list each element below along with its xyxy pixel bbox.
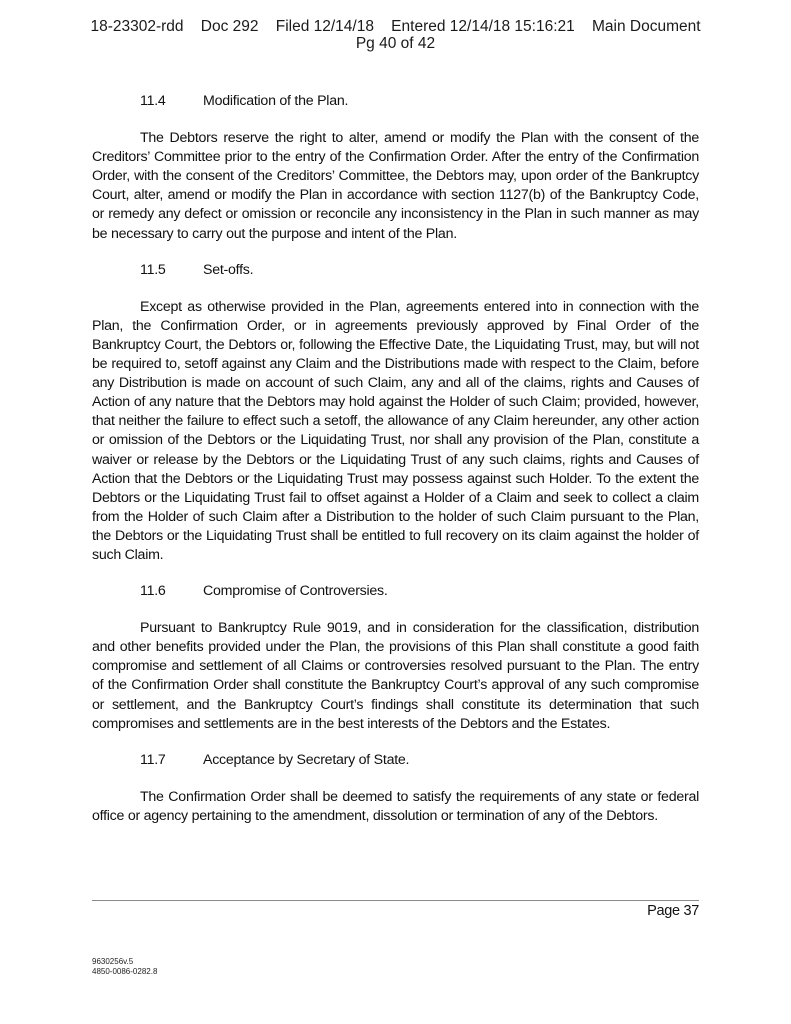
document-identifiers — [92, 957, 157, 977]
doc-id-primary: 9630256v.5 — [92, 957, 134, 966]
page-number: Page 37 — [647, 903, 699, 919]
section-heading-11-5 — [92, 261, 699, 280]
section-paragraph-11-7: The Confirmation Order shall be deemed to satisfy the requirements of any state or federal office or agency pertaining to the amendment, dissolution or termination of any of the Debtors. — [92, 788, 699, 824]
section-title: Acceptance by Secretary of State. — [203, 751, 410, 768]
case-filing-line: 18-23302-rdd Doc 292 Filed 12/14/18 Entered 12/14/18 15:16:21 Main Document — [90, 18, 701, 35]
filing-header — [0, 18, 791, 52]
section-title: Set-offs. — [203, 261, 254, 278]
footer-divider — [92, 900, 699, 901]
section-number: 11.4 — [140, 93, 166, 109]
section-heading-11-4 — [92, 92, 699, 111]
section-paragraph-11-5: Except as otherwise provided in the Plan, agreements entered into in connection with the Plan, the Confirmation Order, or in agreements previously approved by Final Order of the Bankruptcy Court, the Debtors or, following the Effective Date, the Liquidating Trust, may, but will not be required to, setoff against any Claim and the Distributions made with respect to the Claim, before any Distribution is made on account of such Claim, any and all of the claims, rights and Causes of Action of any nature that the Debtors may hold against the Holder of such Claim; provided, however, that neither the failure to effect such a setoff, the allowance of any Claim hereunder, any other action or omission of the Debtors or the Liquidating Trust, nor shall any provision of the Plan, constitute a waiver or release by the Debtors or the Liquidating Trust of any such claims, rights and Causes of Action that the Debtors or the Liquidating Trust may possess against such Holder. To the extent the Debtors or the Liquidating Trust fail to offset against a Holder of a Claim and seek to collect a claim from the Holder of such Claim after a Distribution to the holder of such Claim pursuant to the Plan, the Debtors or the Liquidating Trust shall be entitled to full recovery on its claim against the holder of such Claim. — [92, 298, 699, 563]
pg-count-line: Pg 40 of 42 — [355, 35, 436, 52]
section-paragraph-11-4: The Debtors reserve the right to alter, amend or modify the Plan with the consent of the Creditors’ Committee prior to the entry of the Confirmation Order. After the entry of the Confirmation Order, with the consent of the Creditors’ Committee, the Debtors may, upon order of the Bankruptcy Court, alter, amend or modify the Plan in accordance with section 1127(b) of the Bankruptcy Code, or remedy any defect or omission or reconcile any inconsistency in the Plan in such manner as may be necessary to carry out the purpose and intent of the Plan. — [92, 130, 699, 242]
doc-id-secondary: 4850-0086-0282.8 — [92, 967, 158, 976]
section-heading-11-7 — [92, 751, 699, 770]
section-title: Compromise of Controversies. — [203, 583, 388, 600]
section-number: 11.7 — [140, 751, 166, 768]
section-paragraph-11-6: Pursuant to Bankruptcy Rule 9019, and in consideration for the classification, distribution and other benefits provided under the Plan, the provisions of this Plan shall constitute a good faith compromise and settlement of all Claims or controversies resolved pursuant to the Plan. The entry of the Confirmation Order shall constitute the Bankruptcy Court’s approval of any such compromise or settlement, and the Bankruptcy Court’s findings shall constitute its determination that such compromises and settlements are in the best interests of the Debtors and the Estates. — [92, 620, 699, 732]
section-title: Modification of the Plan. — [203, 93, 349, 109]
section-number: 11.6 — [140, 583, 166, 600]
section-heading-11-6 — [92, 582, 699, 601]
document-body — [92, 92, 699, 843]
section-number: 11.5 — [140, 261, 166, 278]
